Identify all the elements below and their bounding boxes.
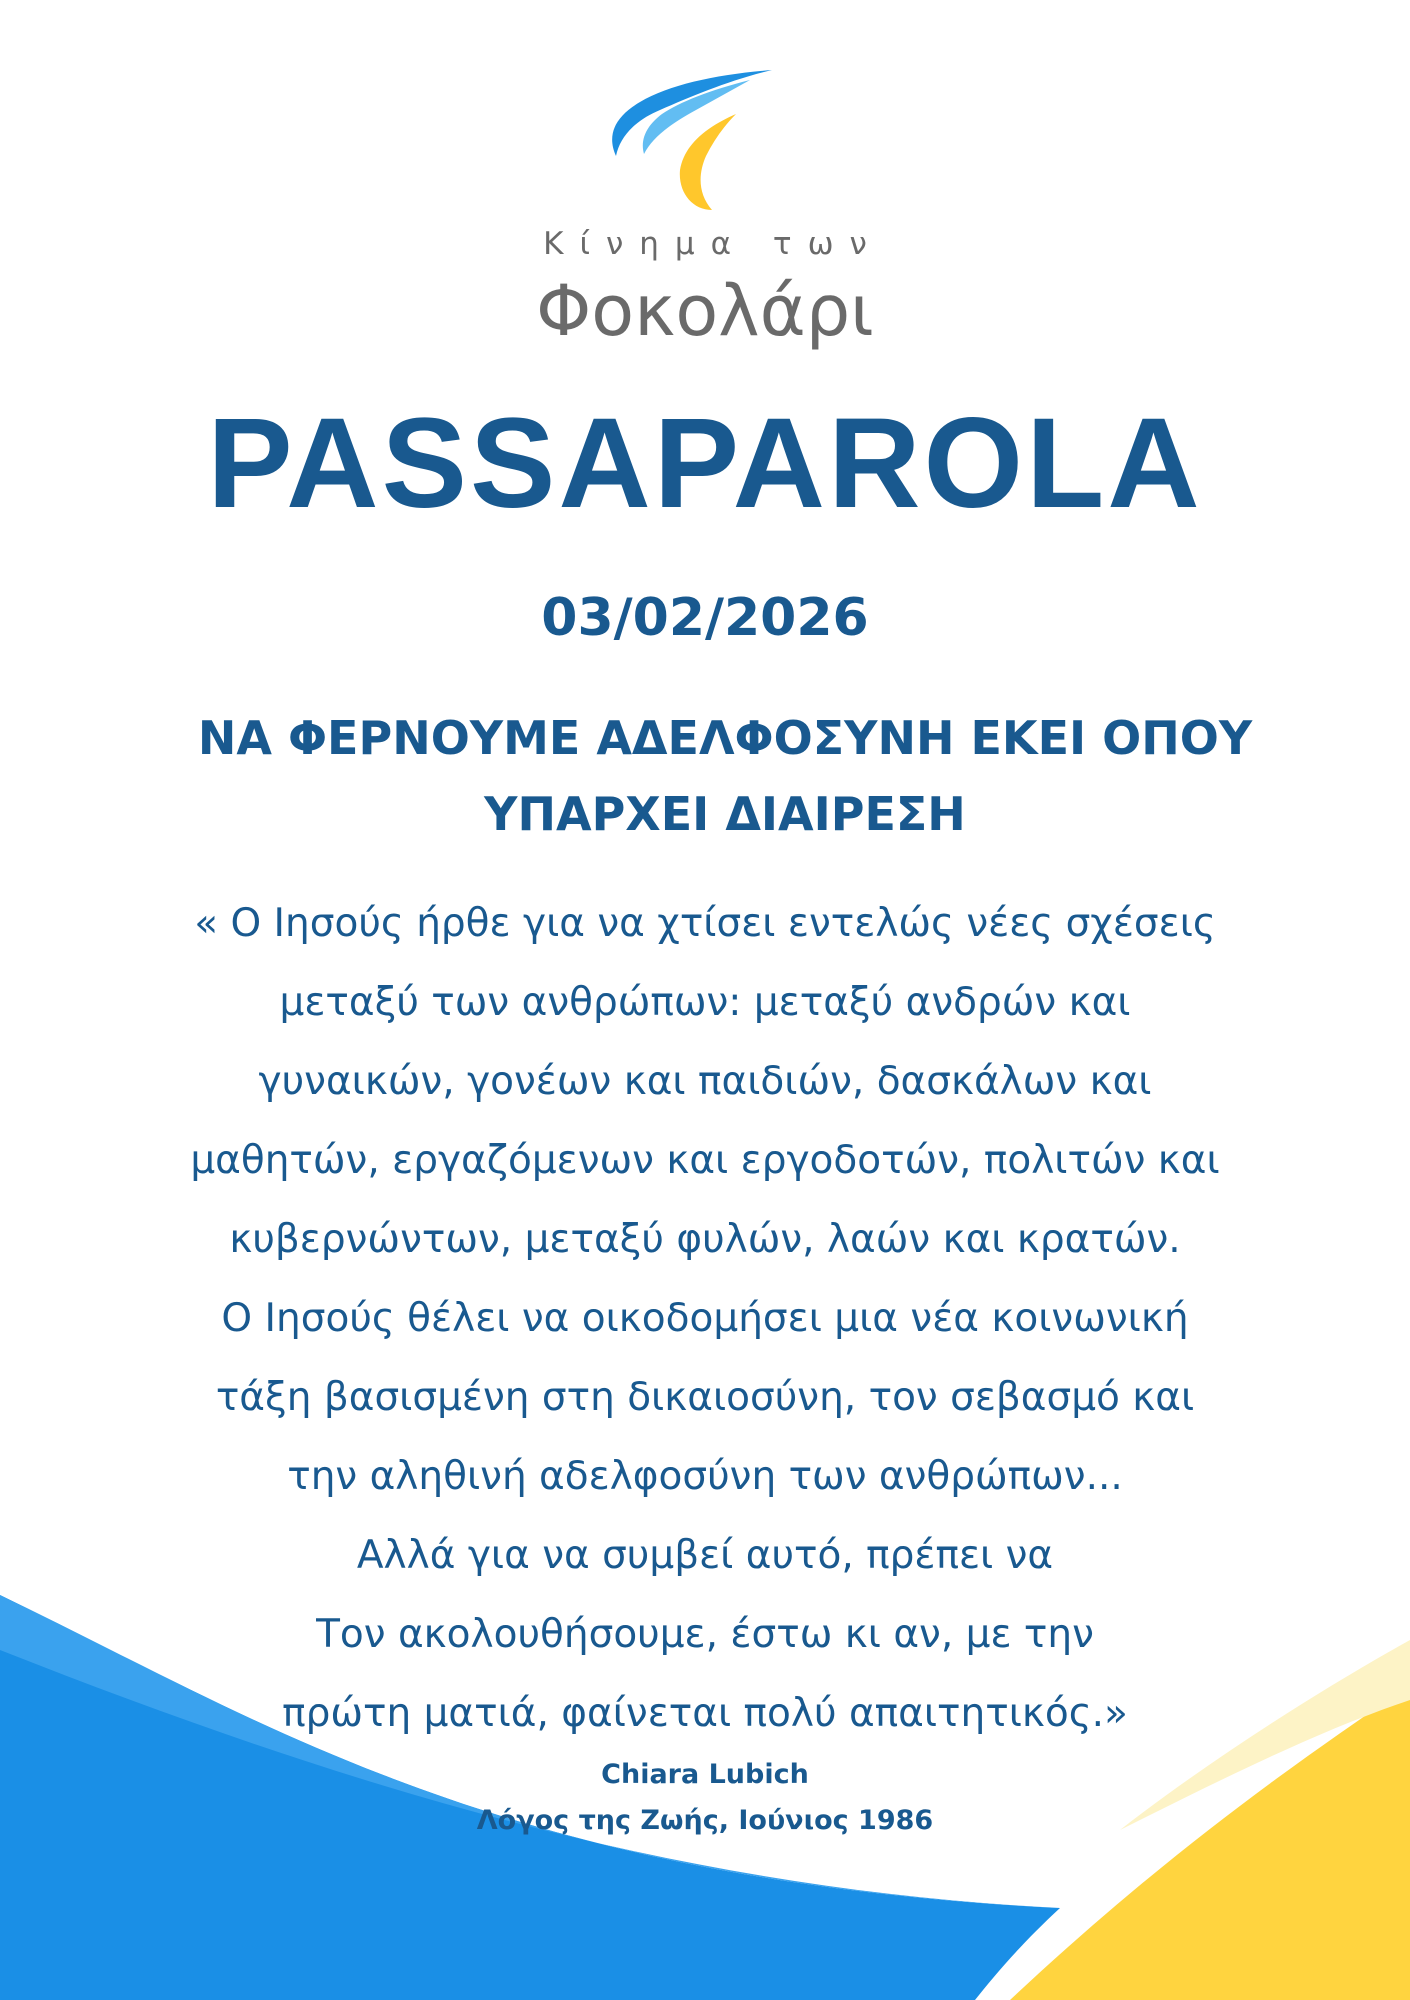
quote-line: Αλλά για να συμβεί αυτό, πρέπει να xyxy=(356,1533,1054,1578)
headline-line: ΥΠΑΡΧΕΙ ΔΙΑΙΡΕΣΗ xyxy=(484,787,966,841)
attribution xyxy=(0,1752,1410,1844)
page-title: PASSAPAROLA xyxy=(207,392,1203,535)
logo-name: Φοκολάρι xyxy=(536,270,874,352)
quote-source: Λόγος της Ζωής, Ιούνιος 1986 xyxy=(476,1805,934,1836)
author-name: Chiara Lubich xyxy=(601,1759,809,1790)
quote-line: γυναικών, γονέων και παιδιών, δασκάλων και xyxy=(258,1059,1152,1104)
headline-line: ΝΑ ΦΕΡΝΟΥΜΕ ΑΔΕΛΦΟΣΥΝΗ ΕΚΕΙ ΟΠΟΥ xyxy=(197,711,1253,765)
focolare-swoosh-logo-icon xyxy=(600,66,790,226)
headline xyxy=(60,700,1390,852)
quote-line: « Ο Ιησούς ήρθε για να χτίσει εντελώς νέες σχέσεις xyxy=(194,901,1216,946)
quote-line: μαθητών, εργαζόμενων και εργοδοτών, πολιτών και xyxy=(190,1138,1220,1183)
quote-line: Ο Ιησούς θέλει να οικοδομήσει μια νέα κοινωνική xyxy=(221,1296,1189,1341)
quote-line: πρώτη ματιά, φαίνεται πολύ απαιτητικός.» xyxy=(282,1691,1128,1736)
date: 03/02/2026 xyxy=(541,588,869,648)
quote-line: μεταξύ των ανθρώπων: μεταξύ ανδρών και xyxy=(279,980,1131,1025)
quote-line: κυβερνώντων, μεταξύ φυλών, λαών και κρατών. xyxy=(229,1217,1181,1262)
quote-text xyxy=(0,884,1410,1753)
quote-line: τάξη βασισμένη στη δικαιοσύνη, τον σεβασμό και xyxy=(215,1375,1195,1420)
logo-subtitle: Κίνημα των xyxy=(543,226,883,262)
quote-line: Τον ακολουθήσουμε, έστω κι αν, με την xyxy=(316,1612,1094,1657)
quote-line: την αληθινή αδελφοσύνη των ανθρώπων... xyxy=(287,1454,1123,1499)
